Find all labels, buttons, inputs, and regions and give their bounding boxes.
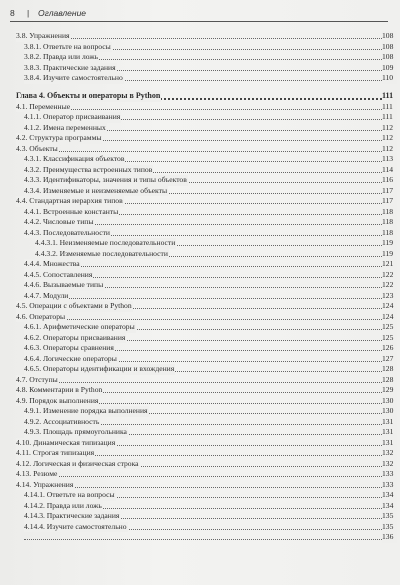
toc-entry-title: 4.4.2. Числовые типы [24, 217, 94, 226]
toc-entry-title: 4.14.3. Практические задания [24, 511, 120, 520]
dot-leader [24, 298, 382, 299]
toc-entry [0, 406, 400, 417]
toc-page-number: 122 [382, 280, 397, 291]
toc-entry [0, 196, 400, 207]
toc-entry-title: 4.6. Операторы [16, 311, 66, 321]
toc-entry [0, 375, 400, 386]
toc-entry [0, 532, 400, 543]
toc-entry [0, 144, 400, 155]
toc-entry-title: 3.8. Упражнения [16, 31, 70, 40]
toc-page-number: 112 [382, 133, 397, 144]
toc-entry-title: Глава 4. Объекты и операторы в Python [16, 90, 161, 100]
toc-entry-title: 4.14.2. Правда или ложь [24, 500, 102, 510]
toc-entry [0, 112, 400, 123]
toc-page-number: 112 [382, 123, 397, 134]
toc-entry-title: 4.14. Упражнения [16, 479, 74, 489]
toc-entry-title: 4.8. Комментарии в Python [16, 385, 103, 394]
toc-entry [0, 259, 400, 270]
toc-entry-title: 4.7. Отступы [16, 374, 58, 384]
toc-entry [0, 186, 400, 197]
toc-entry [0, 102, 400, 113]
toc-page-number: 108 [382, 31, 397, 42]
toc-entry [0, 154, 400, 165]
toc-entry-title: 3.8.4. Изучите самостоятельно [24, 73, 123, 82]
toc-page-number: 130 [382, 406, 397, 417]
toc-entry [0, 52, 400, 63]
toc-entry-title: 4.6.5. Операторы идентификации и вхождения [24, 364, 175, 373]
header-separator: | [27, 8, 30, 18]
toc-entry [0, 238, 400, 249]
toc-entry-title: 3.8.1. Ответьте на вопросы [24, 41, 111, 51]
toc-entry-title: 4.4.1. Встроенные константы [24, 206, 119, 216]
toc-page-number: 117 [382, 186, 397, 197]
toc-entry [0, 396, 400, 407]
toc-entry-title: 4.5. Операции с объектами в Python [16, 301, 132, 310]
toc-page-number: 118 [382, 228, 397, 239]
toc-page-number: 111 [382, 90, 397, 102]
toc-page-number: 130 [382, 396, 397, 407]
toc-page-number: 112 [382, 144, 397, 155]
toc-page-number: 134 [382, 501, 397, 512]
toc-page-number: 111 [382, 112, 397, 123]
toc-entry-title: 4.6.3. Операторы сравнения [24, 343, 114, 352]
toc-page-number: 131 [382, 438, 397, 449]
toc-entry [0, 175, 400, 186]
toc-entry-title: 4.9.1. Изменение порядка выполнения [24, 406, 148, 415]
toc-entry [0, 438, 400, 449]
toc-entry [0, 490, 400, 501]
toc-page-number: 121 [382, 259, 397, 270]
toc-page-number: 119 [382, 238, 397, 249]
dot-leader [16, 151, 382, 152]
toc-entry-title: 4.6.2. Операторы присваивания [24, 332, 126, 342]
toc-entry [0, 42, 400, 53]
toc-page-number: 108 [382, 52, 397, 63]
toc-entry [0, 354, 400, 365]
header-divider [10, 21, 388, 22]
toc-page-number: 133 [382, 469, 397, 480]
toc-entry [0, 31, 400, 42]
toc-entry [0, 133, 400, 144]
dot-leader [16, 319, 382, 320]
toc-entry-title: 4.12. Логическая и физическая строка [16, 458, 139, 468]
toc-entry-title: 4.14.1. Ответьте на вопросы [24, 490, 115, 499]
toc-page-number: 118 [382, 217, 397, 228]
toc-entry-title: 4.6.4. Логические операторы [24, 353, 117, 363]
toc-page-number: 119 [382, 249, 397, 260]
page-number: 8 [10, 8, 15, 18]
toc-entry-title: 4.1. Переменные [16, 101, 71, 111]
toc-entry [0, 312, 400, 323]
toc-entry [0, 522, 400, 533]
toc-entry-title: 4.4.7. Модули [24, 290, 69, 300]
toc-entry [0, 207, 400, 218]
toc-entry [0, 270, 400, 281]
toc-page-number: 111 [382, 102, 397, 113]
toc-entry [0, 469, 400, 480]
toc-entry-title: 3.8.3. Практические задания [24, 62, 116, 72]
toc-entry [0, 249, 400, 260]
dot-leader [16, 382, 382, 383]
toc-page-number: 135 [382, 522, 397, 533]
toc-page-number: 110 [382, 73, 397, 84]
toc-entry [0, 511, 400, 522]
toc-page-number: 131 [382, 417, 397, 428]
toc-chapter-entry [0, 90, 400, 102]
toc-entry-title: 4.4.6. Вызываемые типы [24, 280, 104, 289]
toc-entry-title: 4.3.4. Изменяемые и неизменяемые объекты [24, 185, 168, 195]
toc-page-number: 113 [382, 154, 397, 165]
dot-leader [16, 38, 382, 39]
toc-entry [0, 280, 400, 291]
toc-entry-title: 4.9.2. Ассоциативность [24, 416, 100, 426]
toc-entry-title: 4.4.4. Множества [24, 259, 80, 268]
toc-entry [0, 501, 400, 512]
toc-page-number: 123 [382, 291, 397, 302]
toc-entry-title: 4.4.3.1. Неизменяемые последовательности [35, 238, 176, 247]
toc-entry [0, 301, 400, 312]
toc-page-number: 133 [382, 480, 397, 491]
toc-page-number: 126 [382, 343, 397, 354]
toc-page-number: 118 [382, 207, 397, 218]
toc-page-number: 132 [382, 459, 397, 470]
toc-entry-title: 4.1.1. Оператор присваивания [24, 112, 121, 121]
toc-entry [0, 123, 400, 134]
toc-entry-title: 4.1.2. Имена переменных [24, 122, 106, 132]
toc-entry-title: 4.9. Порядок выполнения [16, 395, 99, 405]
toc-entry [0, 322, 400, 333]
toc-entry-title: 4.3.3. Идентификаторы, значения и типы объектов [24, 175, 187, 184]
toc-entry-title: 4.2. Структура программы [16, 133, 102, 142]
toc-page-number: 128 [382, 364, 397, 375]
toc-page-number: 124 [382, 312, 397, 323]
toc-entry-title: 4.3. Объекты [16, 143, 58, 153]
dot-leader [24, 539, 382, 540]
toc-page-number: 128 [382, 375, 397, 386]
toc-page-number: 127 [382, 354, 397, 365]
toc-page-number: 114 [382, 165, 397, 176]
toc-entry-title: 4.4.3.2. Изменяемые последовательности [35, 248, 168, 258]
toc-entry-title: 4.3.2. Преимущества встроенных типов [24, 164, 153, 174]
toc-entry [0, 385, 400, 396]
toc-entry-title: 4.4. Стандартная иерархия типов [16, 196, 123, 205]
toc-entry [0, 364, 400, 375]
toc-entry [0, 448, 400, 459]
toc-page-number: 108 [382, 42, 397, 53]
toc-page-number: 122 [382, 270, 397, 281]
toc-entry-title: 4.3.1. Классификация объектов [24, 154, 125, 163]
toc-entry [0, 228, 400, 239]
toc-page-number: 134 [382, 490, 397, 501]
toc-entry [0, 417, 400, 428]
toc-entry [0, 343, 400, 354]
toc-page-number: 132 [382, 448, 397, 459]
toc-entry [0, 291, 400, 302]
toc-page-number: 129 [382, 385, 397, 396]
toc-entry-title: 4.4.5. Сопоставления [24, 269, 93, 279]
toc-entry [0, 73, 400, 84]
toc-page-number: 124 [382, 301, 397, 312]
toc-page-number: 135 [382, 511, 397, 522]
table-of-contents [0, 31, 400, 543]
toc-entry [0, 333, 400, 344]
toc-entry-title: 4.10. Динамическая типизация [16, 437, 116, 447]
toc-entry [0, 459, 400, 470]
toc-page-number: 125 [382, 333, 397, 344]
toc-entry [0, 427, 400, 438]
toc-page-number: 125 [382, 322, 397, 333]
toc-page-number: 131 [382, 427, 397, 438]
dot-leader [16, 476, 382, 477]
toc-entry-title: 3.8.2. Правда или ложь [24, 52, 99, 61]
toc-page-number: 116 [382, 175, 397, 186]
toc-page-number: 136 [382, 532, 397, 543]
toc-entry-title: 4.4.3. Последовательности [24, 227, 110, 237]
toc-entry [0, 480, 400, 491]
running-head [10, 8, 388, 20]
toc-entry-title: 4.13. Резюме [16, 469, 58, 478]
toc-entry [0, 63, 400, 74]
toc-entry-title: 4.9.3. Площадь прямоугольника [24, 427, 127, 436]
toc-page-number: 117 [382, 196, 397, 207]
toc-page-number: 109 [382, 63, 397, 74]
toc-entry [0, 165, 400, 176]
toc-entry-title: 4.11. Строгая типизация [16, 448, 95, 457]
toc-entry-title: 4.6.1. Арифметические операторы [24, 322, 135, 331]
running-head-title: Оглавление [38, 8, 87, 18]
toc-entry [0, 217, 400, 228]
toc-entry-title: 4.14.4. Изучите самостоятельно [24, 521, 127, 531]
